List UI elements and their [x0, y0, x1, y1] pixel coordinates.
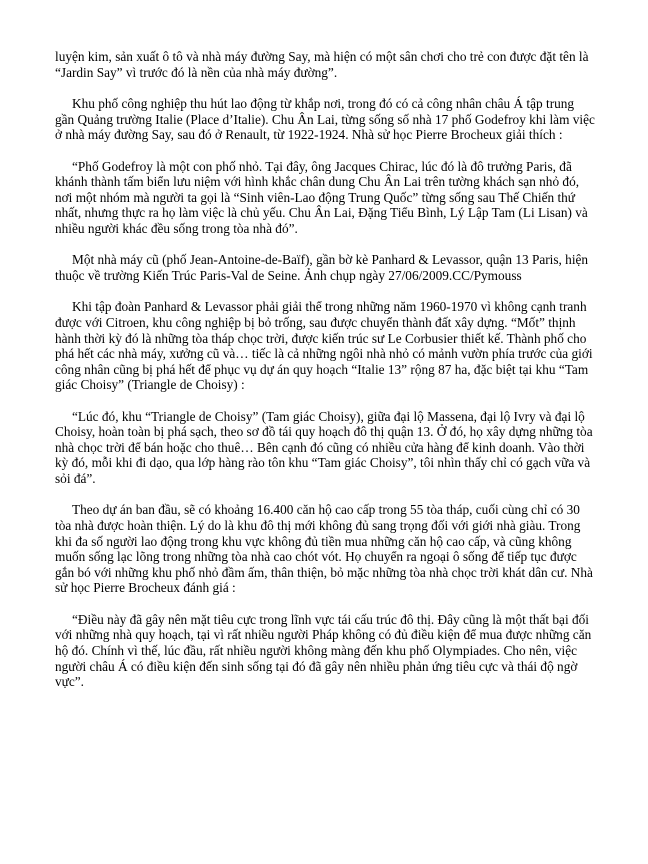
- quote-urban-restructuring: “Điều này đã gây nên mặt tiêu cực trong lĩnh vực tái cấu trúc đô thị. Đây cũng là một thất bại đối với những nhà quy hoạch, tại vì rất nhiều người Pháp không có đủ điều kiện để mua được những căn hộ đó. Chính vì thế, lúc đầu, rất nhiều người không màng đến khu phố Olympiades. Cho nên, việc người châu Á có điều kiện đến sinh sống tại đó đã gây nên nhiều phản ứng tiêu cực và thái độ ngờ vực”.: [55, 611, 592, 690]
- quote-triangle-de-choisy: “Lúc đó, khu “Triangle de Choisy” (Tam giác Choisy), giữa đại lộ Massena, đại lộ Ivry và đại lộ Choisy, hoàn toàn bị phá sạch, theo sơ đồ tái quy hoạch đô thị quận 13. Ở đó, họ xây dựng những tòa nhà chọc trời để bán hoặc cho thuê… Bên cạnh đó cũng có nhiều cửa hàng để kinh doanh. Vào thời kỳ đó, mỗi khi đi dạo, qua lớp hàng rào tôn khu “Tam giác Choisy”, tôi nhìn thấy chỉ có gạch vữa và sỏi đá”.: [55, 408, 593, 487]
- paragraph-panhard-levassor: Khi tập đoàn Panhard & Levassor phải giải thể trong những năm 1960-1970 vì không cạnh tranh được với Citroen, khu công nghiệp bị bỏ trống, sau được chuyển thành đất xây dựng. “Mốt” thịnh hành thời kỳ đó là những tòa tháp chọc trời, được kiến trúc sư Le Corbusier thiết kế. Thành phố cho phá hết các nhà máy, xưởng cũ và… tiếc là cả những ngôi nhà nhỏ có mảnh vườn phía trước của giới công nhân cũng bị phá hết để phục vụ dự án quy hoạch “Italie 13” rộng 87 ha, đặc biệt tại khu “Tam giác Choisy” (Triangle de Choisy) :: [55, 299, 593, 393]
- photo-caption: Một nhà máy cũ (phố Jean-Antoine-de-Baïf), gần bờ kè Panhard & Levassor, quận 13 Paris, hiện thuộc về trường Kiến Trúc Paris-Val de Seine. Ảnh chụp ngày 27/06/2009.CC/Pymouss: [55, 252, 589, 283]
- quote-godefroy-street: “Phố Godefroy là một con phố nhỏ. Tại đây, ông Jacques Chirac, lúc đó là đô trưởng Paris, đã khánh thành tấm biển lưu niệm với hình khắc chân dung Chu Ân Lai trên tường khách sạn nhỏ đó, nơi một nhóm mà người ta gọi là “Sinh viên-Lao động Trung Quốc” từng sống sau Thế Chiến thứ nhất, nhưng thực ra họ làm việc là chủ yếu. Chu Ân Lai, Đặng Tiểu Bình, Lý Lập Tam (Li Lisan) và nhiều người khác đều sống trong tòa nhà đó”.: [55, 158, 588, 236]
- paragraph-project-outcome: Theo dự án ban đầu, sẽ có khoảng 16.400 căn hộ cao cấp trong 55 tòa tháp, cuối cùng chỉ có 30 tòa nhà được hoàn thiện. Lý do là khu đô thị mới không đủ sang trọng đối với giới nhà giàu. Trong khi đa số người lao động trong khu vực không đủ tiền mua những căn hộ cao cấp, và cũng không muốn sống lạc lõng trong những tòa nhà cao chót vót. Họ chuyển ra ngoại ô sống để tiếp tục được gắn bó với những khu phố nhỏ đầm ấm, thân thiện, bỏ mặc những tòa nhà chọc trời khát dân cư. Nhà sử học Pierre Brocheux đánh giá :: [55, 502, 593, 596]
- paragraph-industrial-quarter: Khu phố công nghiệp thu hút lao động từ khắp nơi, trong đó có cả công nhân châu Á tập trung gần Quảng trường Italie (Place d’Italie). Chu Ân Lai, từng sống số nhà 17 phố Godefroy khi làm việc ở nhà máy đường Say, sau đó ở Renault, từ 1922-1924. Nhà sử học Pierre Brocheux giải thích :: [55, 95, 595, 143]
- paragraph-continued: luyện kim, sản xuất ô tô và nhà máy đường Say, mà hiện có một sân chơi cho trẻ con được đặt tên là “Jardin Say” vì trước đó là nền của nhà máy đường”.: [55, 49, 589, 80]
- document-body: [55, 49, 595, 690]
